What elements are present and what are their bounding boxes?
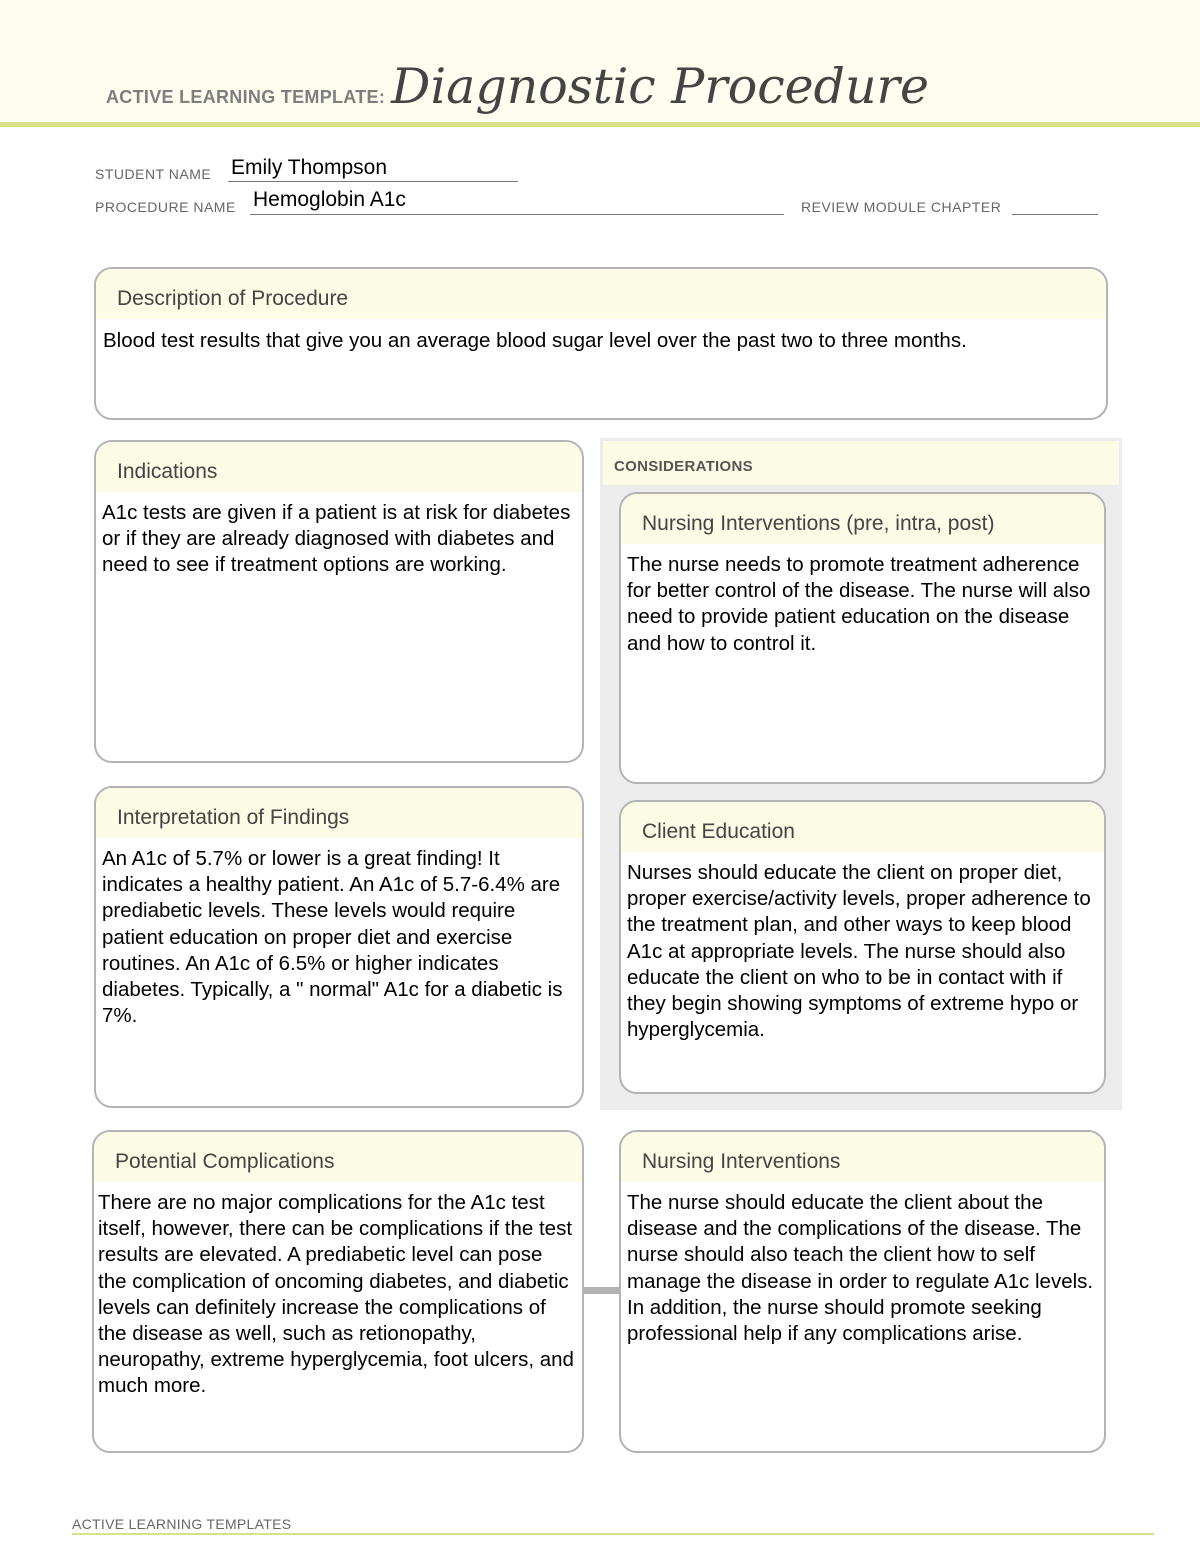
nursing-interventions-title: Nursing Interventions bbox=[621, 1132, 1104, 1182]
procedure-name-line bbox=[250, 214, 784, 215]
indications-box bbox=[94, 440, 584, 763]
page-title bbox=[106, 58, 929, 118]
section-connector bbox=[583, 1287, 620, 1294]
footer-divider bbox=[72, 1533, 1154, 1535]
client-education-body[interactable]: Nurses should educate the client on proper diet, proper exercise/activity levels, proper adherence to the treatment plan, and other ways to keep blood A1c at appropriate levels. The nurse should also educate the client on who to be in contact with if they begin showing symptoms of extreme hypo or hyperglycemia. bbox=[627, 861, 1091, 1042]
procedure-name-value[interactable]: Hemoglobin A1c bbox=[253, 188, 406, 211]
nursing-interventions-body[interactable]: The nurse should educate the client about the disease and the complications of the disease. The nurse should also teach the client how to self manage the disease in order to regulate A1c levels. In addition, the nurse should promote seeking professional help if any complications arise. bbox=[627, 1191, 1094, 1346]
footer-text: ACTIVE LEARNING TEMPLATES bbox=[72, 1516, 292, 1532]
header-divider bbox=[0, 122, 1200, 127]
title-prefix: ACTIVE LEARNING TEMPLATE: bbox=[106, 87, 386, 107]
description-body[interactable]: Blood test results that give you an average blood sugar level over the past two to three months. bbox=[103, 329, 967, 352]
interpretation-body[interactable]: An A1c of 5.7% or lower is a great finding! It indicates a healthy patient. An A1c of 5.7-6.4% are prediabetic levels. These levels would require patient education on proper diet and exercise routines. An A1c of 6.5% or higher indicates diabetes. Typically, a " normal" A1c for a diabetic is 7%. bbox=[102, 847, 563, 1028]
considerations-label: CONSIDERATIONS bbox=[614, 458, 753, 475]
nursing-interventions-pip-title: Nursing Interventions (pre, intra, post) bbox=[621, 494, 1104, 544]
description-title: Description of Procedure bbox=[96, 269, 1106, 319]
interpretation-box bbox=[94, 786, 584, 1108]
description-box bbox=[94, 267, 1108, 420]
nursing-interventions-box bbox=[619, 1130, 1106, 1453]
potential-complications-body[interactable]: There are no major complications for the A1c test itself, however, there can be complications if the test results are elevated. A prediabetic level can pose the complication of oncoming diabetes, and diabetic levels can definitely increase the complications of the disease as well, such as retionopathy, neuropathy, extreme hyperglycemia, foot ulcers, and much more. bbox=[98, 1191, 574, 1398]
indications-body[interactable]: A1c tests are given if a patient is at risk for diabetes or if they are already diagnosed with diabetes and need to see if treatment options are working. bbox=[102, 501, 571, 577]
client-education-title: Client Education bbox=[621, 802, 1104, 852]
review-module-label: REVIEW MODULE CHAPTER bbox=[801, 199, 1002, 215]
title-main: Diagnostic Procedure bbox=[391, 58, 929, 115]
procedure-name-label: PROCEDURE NAME bbox=[95, 199, 236, 215]
nursing-interventions-pip-body[interactable]: The nurse needs to promote treatment adherence for better control of the disease. The nurse will also need to provide patient education on the disease and how to control it. bbox=[627, 553, 1091, 655]
student-name-value[interactable]: Emily Thompson bbox=[231, 156, 388, 179]
review-module-line[interactable] bbox=[1012, 214, 1098, 215]
potential-complications-box bbox=[92, 1130, 584, 1453]
student-name-label: STUDENT NAME bbox=[95, 166, 212, 182]
interpretation-title: Interpretation of Findings bbox=[96, 788, 582, 838]
potential-complications-title: Potential Complications bbox=[94, 1132, 582, 1182]
indications-title: Indications bbox=[96, 442, 582, 492]
client-education-box bbox=[619, 800, 1106, 1094]
nursing-interventions-pip-box bbox=[619, 492, 1106, 784]
student-name-line bbox=[228, 181, 518, 182]
